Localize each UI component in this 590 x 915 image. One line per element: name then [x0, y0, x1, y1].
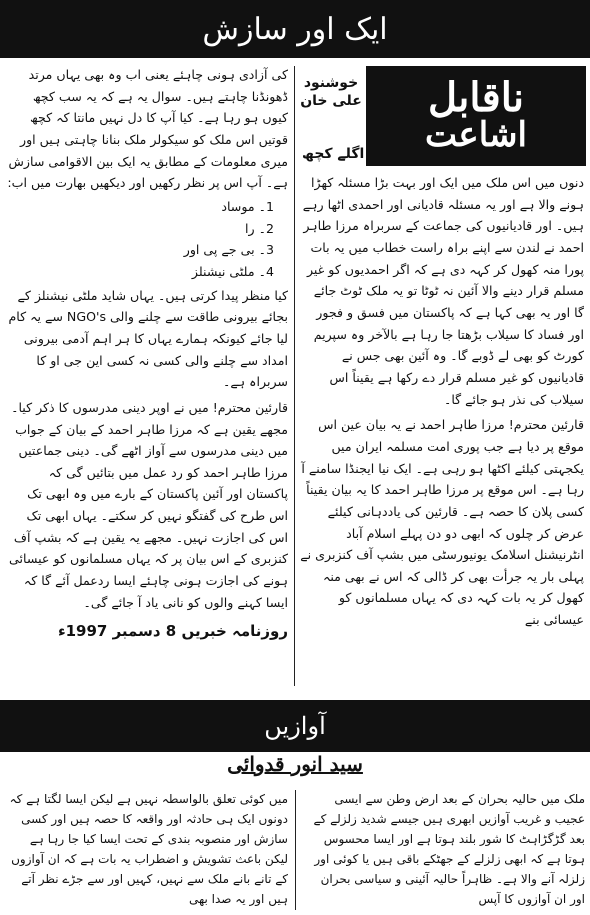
bottom-left-text: میں کوئی تعلق بالواسطہ نہیں ہے لیکن ایسا لگتا ہے کہ دونوں ایک ہی حادثہ اور واقعہ کا حصہ ہیں اور کسی سازش اور منصوبہ بندی کے تحت ایسا کیا جا رہا ہے لیکن باعث تشویش و اضطراب یہ بات ہے کہ ان آوازوں کے تانے بانے ملک سے نہیں، کہیں اور سے جڑے نظر آتے ہیں اور یہ صدا بھی: [9, 792, 288, 906]
list-item: 1۔ موساد: [221, 198, 274, 214]
kicker-text: اگلے کچھ: [302, 146, 365, 162]
left-after-list: کیا منظر پیدا کرتی ہیں۔ یہاں شاید ملٹی نیشنلز کے بجائے بیرونی طاقت سے چلنے والی NGO's سے یہ کام لیا جائے کیونکہ ہمارے یہاں کا ہر اہم آدمی بیرونی امداد سے چلنے والی کسی نہ کسی این جی او کا سربراہ ہے۔: [8, 287, 288, 390]
column-masthead: [298, 66, 586, 170]
bottom-left-column: [8, 790, 288, 909]
left-intro: کی آزادی ہونی چاہئے یعنی اب وہ بھی یہاں مرتد ڈھونڈنا چاہتے ہیں۔ سوال یہ ہے کہ یہ سب کچھ کیوں ہو رہا ہے۔ کیا آپ کا دل نہیں مانتا کہ کچھ قوتیں اس ملک کو سیکولر ملک بنانا چاہتی ہیں اور میری معلومات کے مطابق یہ ایک بین الاقوامی سازش ہے۔ آپ اس پر نظر رکھیں اور دیکھیں بھارت میں اب:: [7, 67, 288, 191]
top-banner-title: ایک اور سازش: [202, 11, 388, 47]
right-paragraph-2: قارئین محترم! مرزا طاہر احمد نے یہ بیان عین اس موقع پر دیا ہے جب پوری امت مسلمہ ایران میں یکجہتی کیلئے اکٹھا ہو رہی ہے۔ ایک نیا ایجنڈا سامنے آ رہا ہے۔ اس موقع پر مرزا طاہر احمد کا یہ بیان یقیناً کسی پلان کا حصہ ہے۔ قارئین کی یاددہانی کیلئے عرض کر چلوں کہ ابھی دو دن پہلے اسلام آباد انٹرنیشنل اسلامک یونیورسٹی میں بشپ آف کنزبری نے پہلی بار یہ جرأت بھی کر ڈالی کہ اس نے بھی منہ کھول کر یہ بات کہہ دی کہ یہاں مسلمانوں کو عیسائی بنے: [300, 417, 584, 628]
logo-line-2: اشاعت: [425, 115, 527, 156]
bottom-right-column: [305, 790, 585, 909]
left-paragraph-2: قارئین محترم! میں نے اوپر دینی مدرسوں کا ذکر کیا۔ مجھے یقین ہے کہ مرزا طاہر احمد کے بیان کے جواب میں دینی مدرسوں سے آواز اٹھے گی۔ دینی جماعتیں مرزا طاہر احمد کو رد عمل میں بتائیں گی کہ پاکستان اور آئین پاکستان کے بارے میں وہ ابھی تک اس طرح کی گفتگو نہیں کر سکتے۔ یہاں ابھی تک اس کی اجازت نہیں۔ مجھے یہ یقین ہے کہ بشپ آف کنزبری کے اس بیان پر کہ یہاں مسلمانوں کو عیسائی ہونے کی اجازت ہونی چاہئے ایسا ردعمل آئے گا کہ ایسا کہنے والوں کو نانی یاد آ جائے گی۔: [9, 399, 288, 610]
list-item: 2۔ را: [245, 220, 274, 236]
second-banner: [0, 700, 590, 752]
list: [6, 196, 288, 283]
bottom-divider: [295, 790, 296, 910]
bottom-right-text: ملک میں حالیہ بحران کے بعد ارض وطن سے ایسی عجیب و غریب آوازیں ابھری ہیں جیسے شدید زلزلے کے بعد گڑگڑاہٹ کا شور بلند ہوتا ہے اور ایسا محسوس ہوتا ہے کہ ابھی زلزلے کے جھٹکے باقی ہیں یا کوئی اور زلزلہ آنے والا ہے۔ ظاہراً حالیہ آئینی و سیاسی بحران اور ان آوازوں کا آپس: [313, 792, 585, 906]
logo-line-1: ناقابل: [427, 74, 525, 122]
right-paragraph-1: دنوں میں اس ملک میں ایک اور بہت بڑا مسئلہ کھڑا ہونے والا ہے اور یہ مسئلہ قادیانی اور احمدی اٹھا رہے ہیں۔ اور قادیانیوں کی جماعت کے سربراہ مرزا طاہر احمد نے لندن سے اپنے براہ راست خطاب میں یہ بات پورا منہ کھول کر کہہ دی ہے کہ اگر احمدیوں کو غیر مسلم قرار دینے والا آئین نہ ٹوٹا تو یہ ملک ٹوٹ جائے گا اور یہ بھی کہا ہے کہ پاکستان میں فسق و فجور اور فساد کا سیلاب بڑھتا جا رہا ہے بالآخر وہ سپریم کورٹ کو بھی لے ڈوبے گا۔ وہ آئین بھی جس نے قادیانیوں کو غیر مسلم قرار دے رکھا ہے یقیناً اس سیلاب کی نذر ہو جائے گا۔: [302, 175, 584, 407]
list-item: 3۔ بی جے پی اور: [183, 242, 274, 258]
source-line: روزنامہ خبریں 8 دسمبر 1997ء: [57, 622, 288, 641]
list-item: 4۔ ملٹی نیشنلز: [191, 263, 274, 279]
byline-text: سید انور قدوائی: [227, 752, 363, 776]
second-banner-title: آوازیں: [264, 712, 326, 740]
byline: [0, 752, 590, 776]
left-column: [6, 64, 288, 645]
column-divider: [294, 66, 295, 686]
author-name: خوشنود علی خان: [300, 75, 362, 110]
column-logo: [366, 66, 586, 166]
top-banner: [0, 0, 590, 58]
right-column: [300, 172, 584, 631]
